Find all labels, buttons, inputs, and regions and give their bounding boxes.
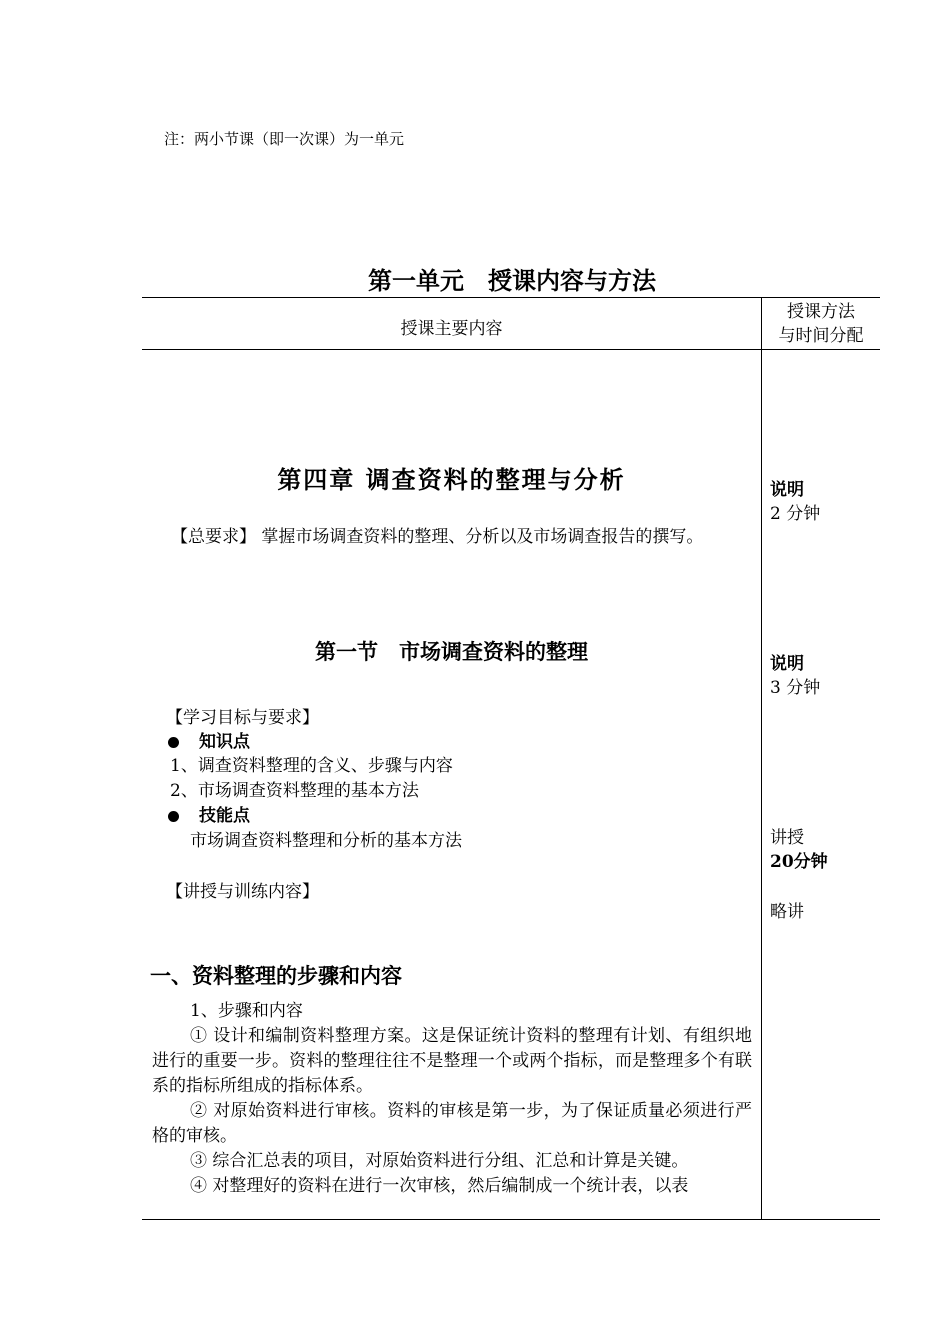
- chapter-title: 第四章 调查资料的整理与分析: [277, 465, 626, 494]
- training-label: 【讲授与训练内容】: [166, 882, 319, 902]
- side-note-label: 说明: [770, 654, 804, 674]
- header-method: [762, 300, 880, 348]
- bullet-icon: [168, 737, 179, 748]
- side-note-label: 讲授: [770, 828, 804, 848]
- knowledge-item: 1、调查资料整理的含义、步骤与内容: [170, 756, 453, 776]
- header-method-line1: 授课方法: [787, 302, 855, 322]
- skill-label: 技能点: [199, 806, 250, 826]
- skill-text: 市场调查资料整理和分析的基本方法: [190, 831, 462, 851]
- unit-title: 第一单元 授课内容与方法: [368, 266, 656, 295]
- heading-steps: 一、资料整理的步骤和内容: [150, 963, 402, 988]
- side-note-label: 说明: [770, 480, 804, 500]
- table-header-border: [142, 349, 880, 350]
- unit-note: 注：两小节课（即一次课）为一单元: [164, 130, 405, 148]
- knowledge-heading: [168, 727, 250, 752]
- body-paragraph: ③ 综合汇总表的项目，对原始资料进行分组、汇总和计算是关键。: [190, 1151, 689, 1171]
- skill-heading: [168, 801, 250, 826]
- header-method-line2: 与时间分配: [778, 326, 864, 346]
- learning-label: 【学习目标与要求】: [166, 708, 319, 728]
- body-paragraph: ② 对原始资料进行审核。资料的审核是第一步，为了保证质量必须进行严格的审核。: [152, 1101, 752, 1146]
- table-top-border: [142, 297, 880, 298]
- knowledge-item: 2、市场调查资料整理的基本方法: [170, 781, 419, 801]
- table-bottom-border: [142, 1219, 880, 1220]
- body-paragraph: ④ 对整理好的资料在进行一次审核，然后编制成一个统计表，以表: [190, 1176, 689, 1196]
- side-note-time: 2 分钟: [770, 504, 821, 524]
- overall-requirement-label: 【总要求】: [171, 527, 256, 547]
- body-paragraph: ① 设计和编制资料整理方案。这是保证统计资料的整理有计划、有组织地进行的重要一步。资料的整理往往不是整理一个或两个指标，而是整理多个有联系的指标所组成的指标体系。: [152, 1026, 752, 1096]
- overall-requirement-text: 掌握市场调查资料的整理、分析以及市场调查报告的撰写。: [261, 527, 704, 547]
- table-column-divider: [761, 297, 762, 1219]
- knowledge-label: 知识点: [199, 732, 250, 752]
- body-subheading: 1、步骤和内容: [190, 1001, 303, 1021]
- overall-requirement: [151, 524, 757, 550]
- side-note-time: 20分钟: [770, 852, 828, 872]
- side-note-label: 略讲: [770, 902, 804, 922]
- body-text: [152, 999, 752, 1199]
- side-note-time: 3 分钟: [770, 678, 821, 698]
- bullet-icon: [168, 811, 179, 822]
- header-content: 授课主要内容: [400, 319, 503, 339]
- section-title: 第一节 市场调查资料的整理: [315, 639, 588, 664]
